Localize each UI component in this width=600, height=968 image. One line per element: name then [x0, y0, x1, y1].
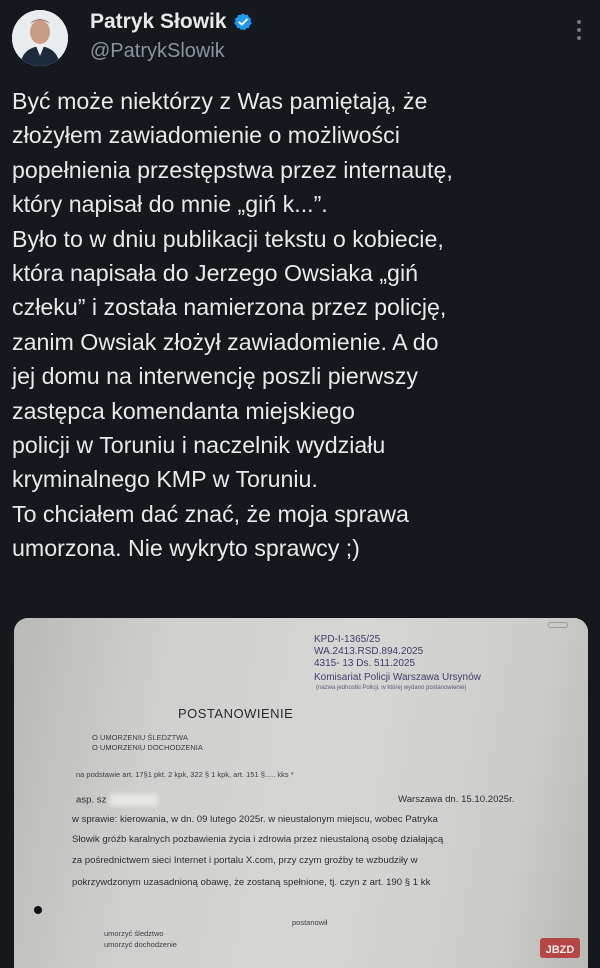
tweet-header: [0, 0, 600, 76]
tweet-media-image[interactable]: [14, 618, 588, 968]
watermark-text: JBZD: [545, 944, 575, 956]
doc-option-2: umorzyć dochodzenie: [104, 940, 177, 949]
doc-postanowil: postanowił: [292, 918, 328, 927]
tweet-line: kryminalnego KMP w Toruniu.: [12, 466, 318, 493]
verified-badge-icon: [233, 12, 253, 32]
doc-sub-1: O UMORZENIU ŚLEDZTWA: [92, 733, 188, 742]
doc-paragraph-line: pokrzywdzonym uzasadnioną obawę, że zostaną spełnione, tj. czyn z art. 190 § 1 kk: [72, 877, 431, 888]
doc-paragraph-line: za pośrednictwem sieci Internet i portalu X.com, przy czym groźby te wzbudziły w: [72, 855, 418, 866]
tweet-line: która napisała do Jerzego Owsiaka „giń: [12, 260, 418, 287]
doc-ref-1: KPD-I-1365/25: [314, 634, 381, 645]
tweet-line: popełnienia przestępstwa przez internautę,: [12, 156, 453, 183]
tweet-line: policji w Toruniu i naczelnik wydziału: [12, 432, 386, 459]
tweet-line: zastępca komendanta miejskiego: [12, 397, 355, 424]
author-name[interactable]: Patryk Słowik: [90, 10, 227, 33]
document-photo: [14, 618, 588, 968]
avatar[interactable]: [12, 10, 68, 66]
doc-option-1: umorzyć śledztwo: [104, 929, 164, 938]
doc-sub-2: O UMORZENIU DOCHODZENIA: [92, 743, 203, 752]
redaction: [110, 794, 158, 806]
paper-clip: [548, 622, 568, 628]
doc-paragraph-line: Słowik gróźb karalnych pozbawienia życia i zdrowia przez nieustaloną osobę działającą: [72, 834, 444, 845]
doc-paragraph-line: w sprawie: kierowania, w dn. 09 lutego 2025r. w nieustalonym miejscu, wobec Patryka: [72, 814, 438, 825]
doc-basis: na podstawie art. 17§1 pkt. 2 kpk, 322 § 1 kpk, art. 151 §..... kks *: [76, 770, 294, 779]
author-handle[interactable]: @PatrykSlowik: [90, 40, 225, 62]
tweet-line: zanim Owsiak złożył zawiadomienie. A do: [12, 328, 439, 355]
doc-place-date: Warszawa dn. 15.10.2025r.: [398, 794, 515, 805]
tweet-line: jej domu na interwencję poszli pierwszy: [12, 363, 418, 390]
doc-asp-text: asp. sz: [76, 794, 107, 806]
doc-station: Komisariat Policji Warszawa Ursynów: [314, 672, 481, 683]
more-options-icon[interactable]: [576, 20, 582, 42]
doc-ref-2: WA.2413.RSD.894.2025: [314, 646, 424, 657]
tweet-line: Być może niektórzy z Was pamiętają, że: [12, 88, 428, 114]
doc-station-sub: (nazwa jednostki Policji, w której wydano postanowienie): [316, 685, 467, 691]
ink-dot: [34, 906, 42, 914]
tweet-line: Było to w dniu publikacji tekstu o kobiecie,: [12, 225, 444, 252]
doc-title: POSTANOWIENIE: [178, 706, 294, 721]
tweet-line: złożyłem zawiadomienie o możliwości: [12, 122, 400, 149]
tweet-line: To chciałem dać znać, że moja sprawa: [12, 500, 409, 527]
tweet-text: [12, 84, 592, 566]
tweet-line: który napisał do mnie „giń k...”.: [12, 191, 328, 218]
tweet-line: umorzona. Nie wykryto sprawcy ;): [12, 535, 360, 562]
doc-asp: [76, 794, 158, 806]
tweet-line: człeku” i została namierzona przez policję,: [12, 294, 447, 321]
watermark-logo: [538, 934, 582, 962]
doc-ref-3: 4315- 13 Ds. 511.2025: [314, 658, 416, 669]
